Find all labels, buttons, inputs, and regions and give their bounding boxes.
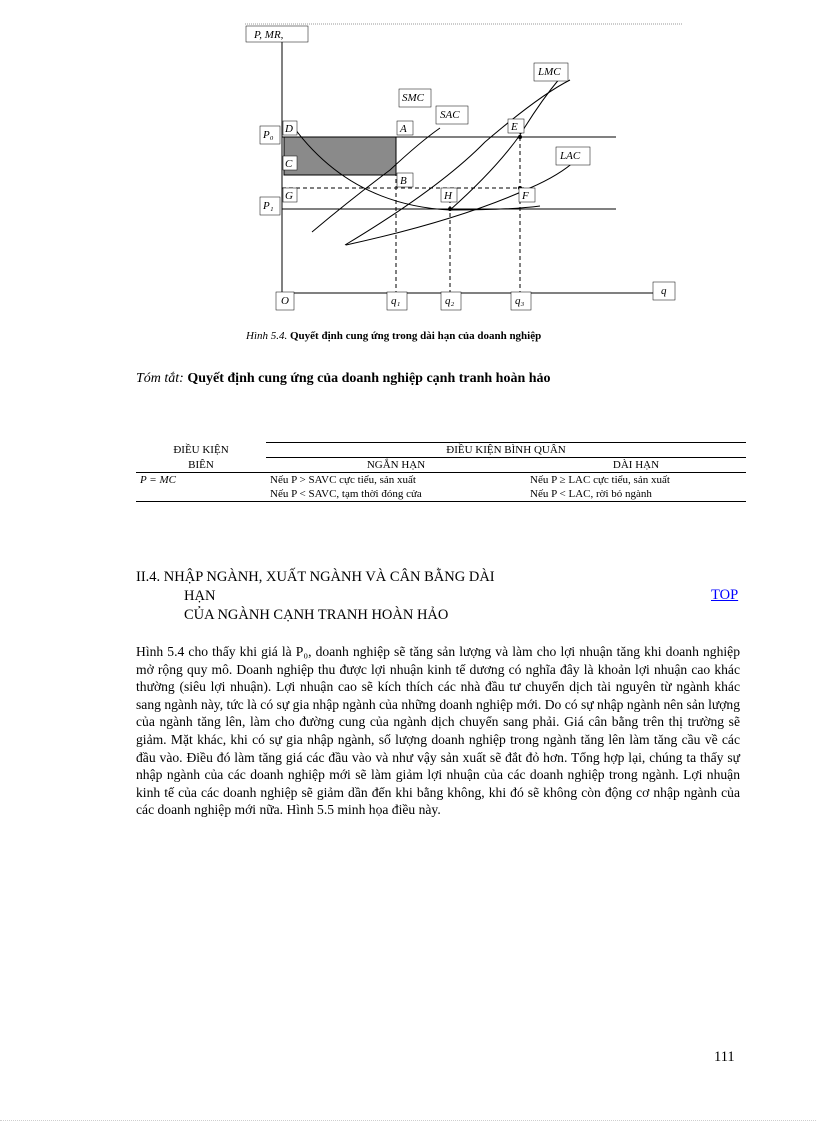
col1-header-line2: BIÊN — [188, 458, 214, 471]
q3-label: q₃ — [515, 295, 525, 307]
summary-text: Quyết định cung ứng của doanh nghiệp cạnh tranh hoàn hảo — [187, 371, 551, 386]
point-e-label: E — [511, 121, 518, 133]
conditions-table — [136, 442, 746, 502]
point-c-label: C — [285, 158, 293, 170]
smc-label: SMC — [402, 92, 424, 104]
point-h-label: H — [444, 190, 452, 202]
section-number: II.4. — [136, 569, 161, 585]
short-run-row-2: Nếu P < SAVC, tạm thời đóng cửa — [266, 487, 526, 502]
origin-label: O — [281, 295, 289, 307]
page-bottom-rule — [0, 1120, 816, 1121]
point-f-label: F — [522, 190, 529, 202]
p0-label: P₀ — [263, 129, 274, 141]
figure-caption — [246, 330, 541, 342]
body-paragraph: Hình 5.4 cho thấy khi giá là P₀, doanh nghiệp sẽ tăng sản lượng và làm cho lợi nhuận tăng khi doanh nghiệp mở rộng quy mô. Doanh nghiệp thu được lợi nhuận kinh tế dương có nghĩa đây là khoản lợi nhuận cao khác thường (siêu lợi nhuận). Lợi nhuận cao sẽ kích thích các nhà đầu tư chuyển dịch tài nguyên từ ngành khác sang ngành này, tức là có sự gia nhập ngành của những doanh nghiệp mới. Do có sự nhập ngành nên sản lượng của ngành tăng lên, làm cho đường cung của ngành dịch chuyển sang phải. Giá cân bằng trên thị trường sẽ giảm. Mặt khác, khi có sự gia nhập ngành, số lượng doanh nghiệp trong ngành tăng lên làm tăng cầu về các đầu vào. Điều đó làm tăng giá các đầu vào và như vậy sản xuất sẽ đắt đỏ hơn. Tổng hợp lại, chúng ta thấy sự nhập ngành của các doanh nghiệp mới sẽ làm giảm lợi nhuận của các doanh nghiệp trong ngành. Lợi nhuận kinh tế của các doanh nghiệp sẽ giảm dần đến khi bằng không, khi đó sẽ không còn động cơ nhập ngành của các doanh nghiệp mới nữa. Hình 5.5 minh họa điều này. — [136, 644, 740, 818]
p1-label: P₁ — [263, 200, 274, 212]
margin-condition: P = MC — [136, 473, 266, 488]
point-e-dot — [518, 135, 522, 139]
lmc-curve — [450, 78, 560, 210]
lmc-label: LMC — [538, 66, 561, 78]
sac-label: SAC — [440, 109, 460, 121]
q1-label: q₁ — [391, 295, 401, 307]
lac-label: LAC — [560, 150, 581, 162]
col1-header-line1: ĐIỀU KIỆN — [173, 443, 229, 456]
point-a-label: A — [400, 123, 407, 135]
section-title-line1: NHẬP NGÀNH, XUẤT NGÀNH VÀ CÂN BẰNG DÀI — [163, 569, 495, 585]
short-run-row-1: Nếu P > SAVC cực tiểu, sản xuất — [266, 473, 526, 488]
q2-label: q₂ — [445, 295, 455, 307]
section-title-line2: HẠN — [184, 588, 216, 604]
summary-label: Tóm tắt: — [136, 371, 184, 386]
point-g-label: G — [285, 190, 293, 202]
summary-line — [136, 371, 551, 387]
long-run-row-1: Nếu P ≥ LAC cực tiểu, sản xuất — [526, 473, 746, 488]
profit-area — [284, 137, 396, 175]
group-header: ĐIỀU KIỆN BÌNH QUÂN — [266, 443, 746, 458]
section-title-line3: CỦA NGÀNH CẠNH TRANH HOÀN HẢO — [184, 607, 449, 623]
y-axis-label: P, MR, — [254, 29, 284, 41]
section-heading — [136, 568, 495, 625]
x-axis-label: q — [661, 285, 667, 297]
point-b-label: B — [400, 175, 407, 187]
figure-5-4 — [240, 20, 690, 320]
caption-number: Hình 5.4. — [246, 330, 288, 342]
long-run-row-2: Nếu P < LAC, rời bỏ ngành — [526, 487, 746, 502]
point-h-dot — [448, 207, 452, 211]
page-number: 111 — [714, 1049, 735, 1065]
long-run-header: DÀI HẠN — [526, 458, 746, 473]
point-d-label: D — [285, 123, 293, 135]
caption-title: Quyết định cung ứng trong dài hạn của doanh nghiệp — [290, 330, 542, 342]
short-run-header: NGẮN HẠN — [266, 458, 526, 473]
top-link[interactable]: TOP — [711, 587, 739, 603]
